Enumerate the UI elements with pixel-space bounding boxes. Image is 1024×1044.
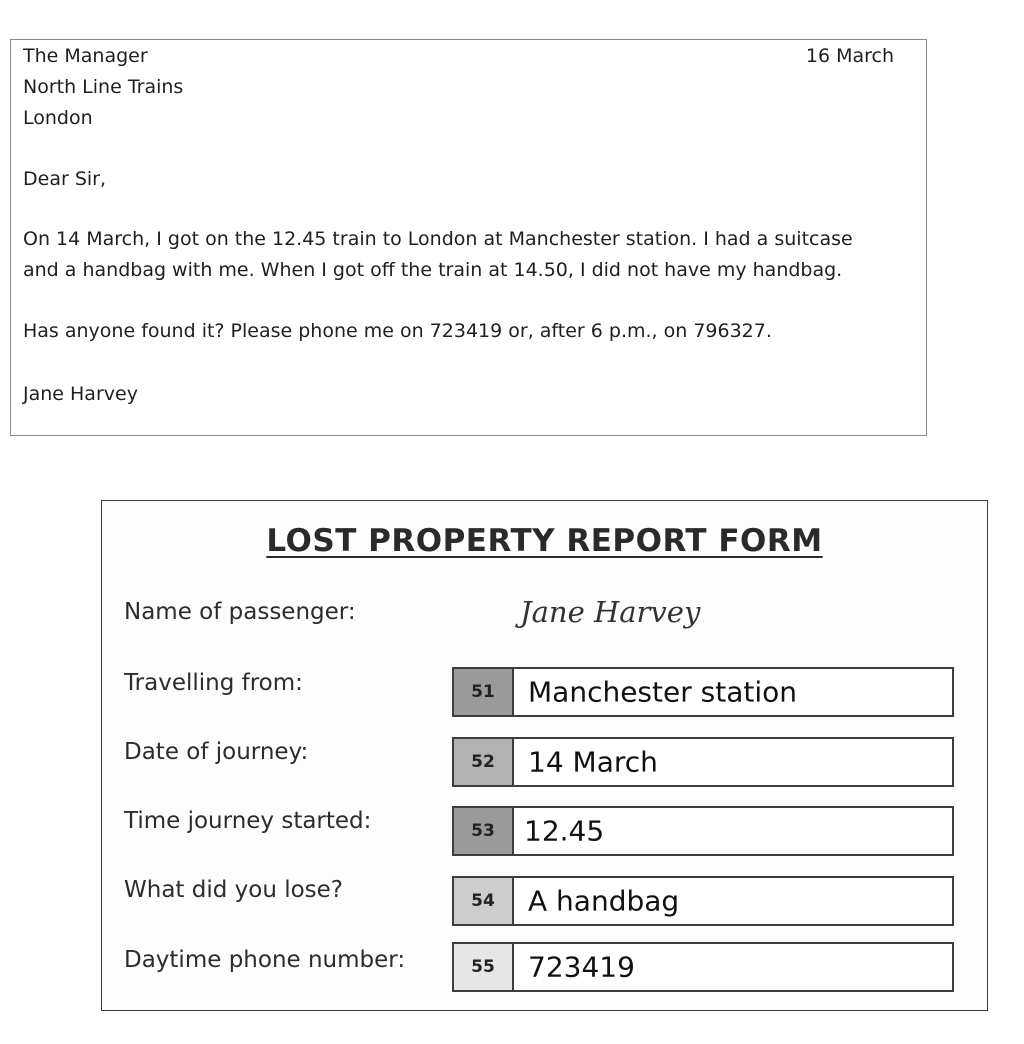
question-line: Has anyone found it? Please phone me on 723419 or, after 6 p.m., on 796327.	[23, 320, 772, 342]
name-of-passenger-value: Jane Harvey	[520, 595, 701, 629]
date-of-journey-answer: 14 March	[528, 745, 658, 779]
date-of-journey-field[interactable]	[452, 737, 954, 787]
daytime-phone-number-answer: 723419	[528, 950, 635, 984]
question-number-badge: 52	[454, 739, 514, 785]
travelling-from-field[interactable]	[452, 667, 954, 717]
address-line-recipient: The Manager	[23, 45, 148, 67]
question-number-badge: 54	[454, 878, 514, 924]
salutation: Dear Sir,	[23, 168, 107, 190]
question-number-badge: 53	[454, 808, 514, 854]
what-did-you-lose-answer: A handbag	[528, 884, 680, 918]
daytime-phone-number-field[interactable]	[452, 942, 954, 992]
form-title: LOST PROPERTY REPORT FORM	[266, 523, 823, 559]
letter	[10, 39, 927, 436]
name-of-passenger-label: Name of passenger:	[124, 599, 356, 625]
question-number-badge: 55	[454, 944, 514, 990]
what-did-you-lose-field[interactable]	[452, 876, 954, 926]
address-line-city: London	[23, 107, 93, 129]
what-did-you-lose-label: What did you lose?	[124, 877, 344, 903]
travelling-from-label: Travelling from:	[124, 670, 303, 696]
body-line-1: On 14 March, I got on the 12.45 train to London at Manchester station. I had a suitcase	[23, 228, 853, 250]
address-line-company: North Line Trains	[23, 76, 184, 98]
travelling-from-answer: Manchester station	[528, 675, 797, 709]
letter-date: 16 March	[805, 45, 894, 67]
time-journey-started-answer: 12.45	[524, 814, 605, 848]
signature: Jane Harvey	[23, 383, 138, 405]
date-of-journey-label: Date of journey:	[124, 739, 309, 765]
lost-property-form	[101, 500, 988, 1011]
daytime-phone-number-label: Daytime phone number:	[124, 947, 406, 973]
time-journey-started-label: Time journey started:	[124, 808, 372, 834]
body-line-2: and a handbag with me. When I got off the train at 14.50, I did not have my handbag.	[23, 259, 843, 281]
time-journey-started-field[interactable]	[452, 806, 954, 856]
question-number-badge: 51	[454, 669, 514, 715]
